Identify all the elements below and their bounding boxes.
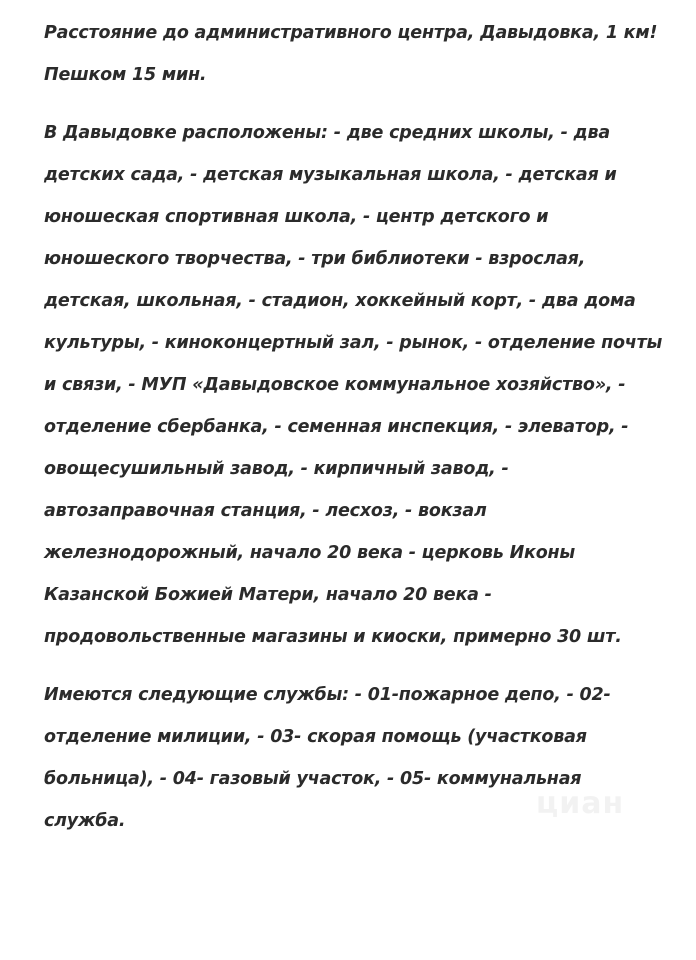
watermark: циан xyxy=(536,786,625,821)
infrastructure-paragraph: В Давыдовке расположены: - две средних школы, - два детских сада, - детская музыкальная школа, - детская и юношеская спортивная школа, - центр детского и юношеского творчества, - три библиотеки - взрослая, детская, школьная, - стадион, хоккейный корт, - два дома культуры, - киноконцертный зал, - рынок, - отделение почты и связи, - МУП «Давыдовское коммунальное хозяйство», - отделение сбербанка, - семенная инспекция, - элеватор, - овощесушильный завод, - кирпичный завод, - автозаправочная станция, - лесхоз, - вокзал железнодорожный, начало 20 века - церковь Иконы Казанской Божией Матери, начало 20 века - продовольственные магазины и киоски, примерно 30 шт. xyxy=(44,123,663,647)
listing-description xyxy=(44,12,666,842)
distance-paragraph: Расстояние до административного центра, Давыдовка, 1 км! Пешком 15 мин. xyxy=(44,23,658,85)
services-paragraph: Имеются следующие службы: - 01-пожарное депо, - 02- отделение милиции, - 03- скорая помощь (участковая больница), - 04- газовый участок, - 05- коммунальная служба. xyxy=(44,685,611,831)
